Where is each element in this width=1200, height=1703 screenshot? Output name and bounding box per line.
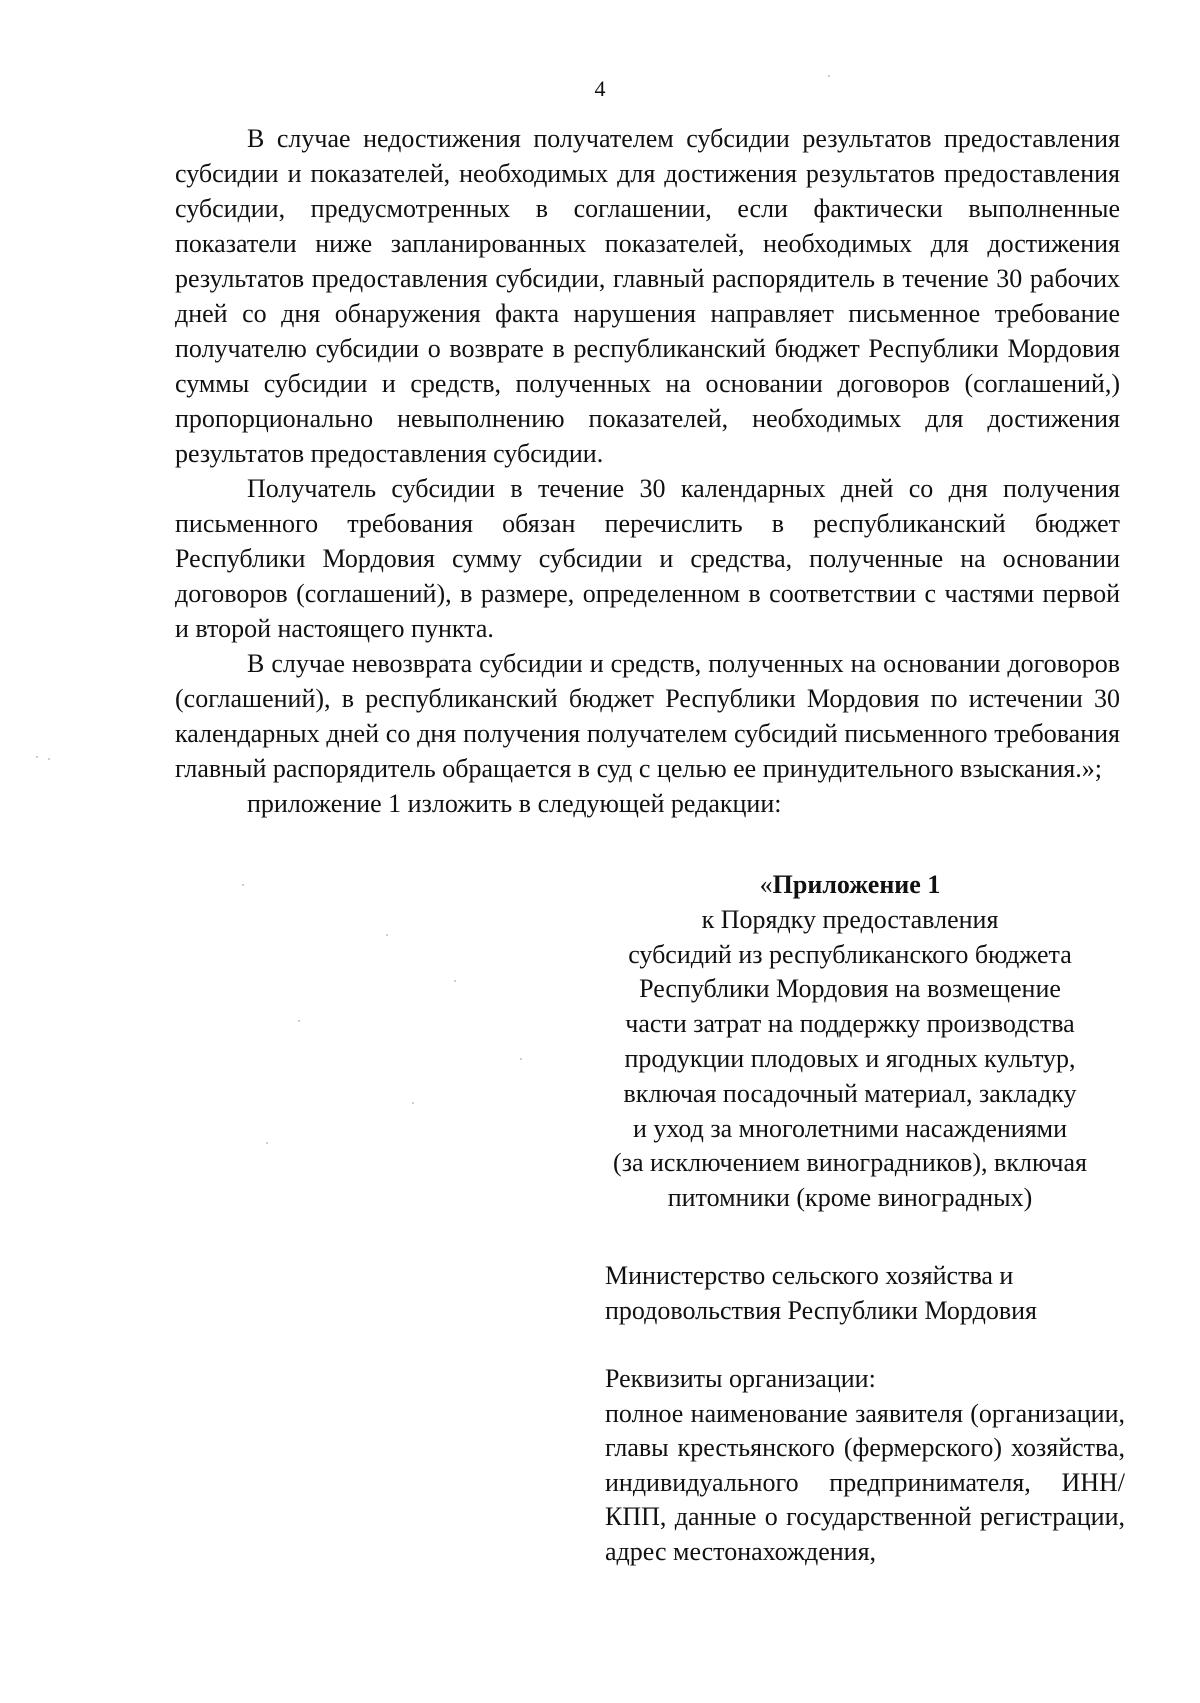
appendix-line: питомники (кроме виноградных) (667, 1183, 1033, 1213)
paragraph-recipient-obligation: Получатель субсидии в течение 30 календарных дней со дня получения письменного требования обязан перечислить в республиканский бюджет Республики Мордовия сумму субсидии и средства, полученные на основании договоров (соглашений), в размере, определенном в соответствии с частями первой и второй настоящего пункта. (175, 474, 1120, 643)
appendix-line: (за исключением виноградников), включая (613, 1148, 1087, 1178)
paragraph-nonreturn: В случае невозврата субсидии и средств, полученных на основании договоров (соглашений), в республиканский бюджет Республики Мордовия по истечении 30 календарных дней со дня получения получателем субсидий письменного требования главный распорядитель обращается в суд с целью ее принудительного взыскания.»; (175, 649, 1120, 783)
paragraph-appendix-instruction: приложение 1 изложить в следующей редакции: (247, 789, 782, 818)
scan-speck (266, 1142, 268, 1144)
appendix-line: продукции плодовых и ягодных культур, (624, 1043, 1076, 1073)
requisites-heading: Реквизиты организации: (605, 1364, 876, 1393)
appendix-title: Приложение 1 (772, 870, 941, 899)
body-text (175, 121, 1120, 821)
scan-speck (828, 75, 830, 77)
page-number: 4 (594, 76, 606, 101)
appendix-line: Республики Мордовия на возмещение (639, 974, 1061, 1004)
organization-requisites (605, 1362, 1125, 1569)
scan-speck (242, 884, 244, 886)
appendix-line: части затрат на поддержку производства (625, 1009, 1075, 1039)
scan-speck (454, 980, 456, 982)
appendix-line: субсидий из республиканского бюджета (628, 939, 1072, 969)
paragraph-nonachievement: В случае недостижения получателем субсидии результатов предоставления субсидии и показателей, необходимых для достижения результатов предоставления субсидии, предусмотренных в соглашении, если фактически выполненные показатели ниже запланированных показателей, необходимых для достижения результатов предоставления субсидии, главный распорядитель в течение 30 рабочих дней со дня обнаружения факта нарушения направляет письменное требование получателю субсидии о возврате в республиканский бюджет Республики Мордовия суммы субсидии и средств, полученных на основании договоров (соглашений,) пропорционально невыполнению показателей, необходимых для достижения результатов предоставления субсидии. (175, 124, 1120, 468)
ministry-line: Министерство сельского хозяйства и (605, 1261, 1014, 1290)
appendix-line: и уход за многолетними насаждениями (632, 1113, 1068, 1143)
appendix-line: включая посадочный материал, закладку (623, 1078, 1077, 1108)
scan-speck (48, 758, 50, 760)
appendix-quote-mark: « (759, 870, 773, 899)
ministry-addressee (605, 1258, 1125, 1328)
scan-speck (298, 1020, 300, 1022)
scan-speck (520, 1058, 522, 1060)
scan-speck (36, 756, 38, 758)
ministry-line: продовольствия Республики Мордовия (605, 1296, 1037, 1325)
appendix-line: к Порядку предоставления (701, 904, 999, 934)
scan-speck (412, 1102, 414, 1104)
scan-speck (386, 934, 388, 936)
requisites-text: полное наименование заявителя (организации, главы крестьянского (фермерского) хозяйства, индивидуального предпринимателя, ИНН/КПП, данные о государственной регистрации, адрес местонахождения, (605, 1398, 1125, 1566)
appendix-header (570, 868, 1130, 1216)
appendix-title-line (570, 868, 1130, 903)
